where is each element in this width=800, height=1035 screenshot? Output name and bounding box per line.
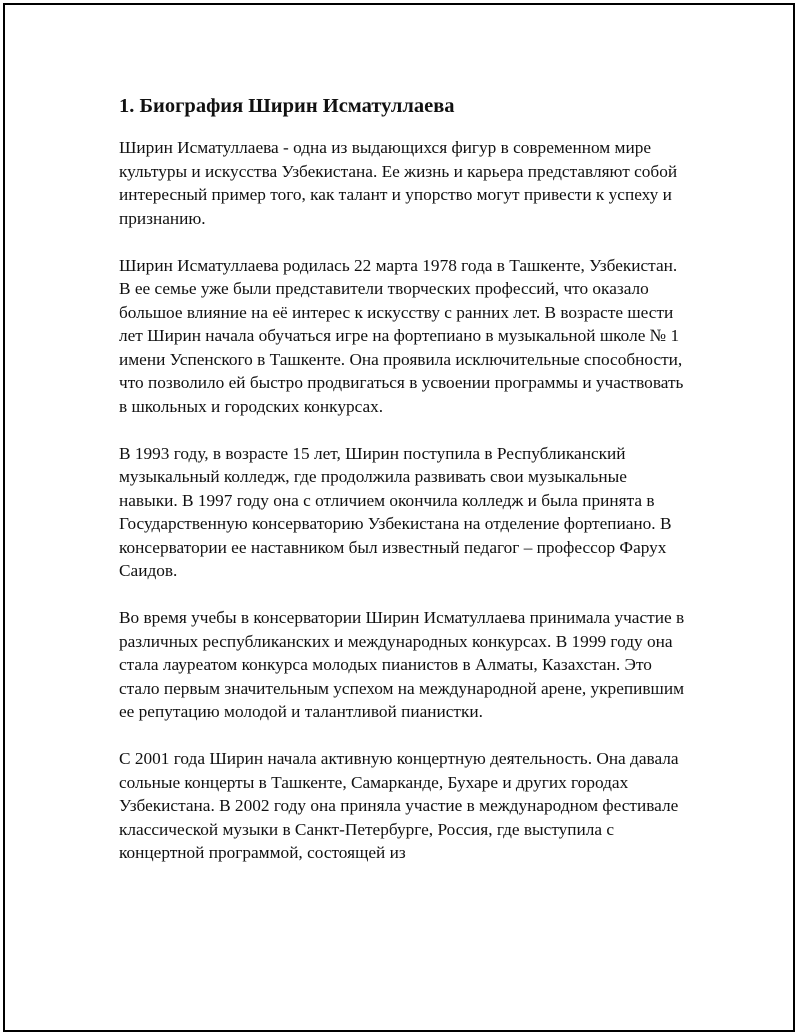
paragraph-concerts: С 2001 года Ширин начала активную концертную деятельность. Она давала сольные концерты в Ташкенте, Самарканде, Бухаре и других городах Узбекистана. В 2002 году она приняла участие в международном фестивале классической музыки в Санкт-Петербурге, Россия, где выступила с концертной программой, состоящей из <box>119 749 679 862</box>
paragraph-early-life: Ширин Исматуллаева родилась 22 марта 1978 года в Ташкенте, Узбекистан. В ее семье уже были представители творческих профессий, что оказало большое влияние на её интерес к искусству с ранних лет. В возрасте шести лет Ширин начала обучаться игре на фортепиано в музыкальной школе № 1 имени Успенского в Ташкенте. Она проявила исключительные способности, что позволило ей быстро продвигаться в усвоении программы и участвовать в школьных и городских конкурсах. <box>119 255 684 416</box>
document-body <box>119 93 689 888</box>
section-heading: 1. Биография Ширин Исматуллаева <box>119 95 455 117</box>
paragraph-education: В 1993 году, в возрасте 15 лет, Ширин поступила в Республиканский музыкальный колледж, где продолжила развивать свои музыкальные навыки. В 1997 году она с отличием окончила колледж и была принята в Государственную консерваторию Узбекистана на отделение фортепиано. В консерватории ее наставником был известный педагог – профессор Фарух Саидов. <box>119 443 672 580</box>
paragraph-intro: Ширин Исматуллаева - одна из выдающихся фигур в современном мире культуры и искусства Узбекистана. Ее жизнь и карьера представляют собой интересный пример того, как талант и упорство могут привести к успеху и признанию. <box>119 138 678 228</box>
paragraph-competitions: Во время учебы в консерватории Ширин Исматуллаева принимала участие в различных республиканских и международных конкурсах. В 1999 году она стала лауреатом конкурса молодых пианистов в Алматы, Казахстан. Это стало первым значительным успехом на международной арене, укрепившим ее репутацию молодой и талантливой пианистки. <box>119 608 685 721</box>
